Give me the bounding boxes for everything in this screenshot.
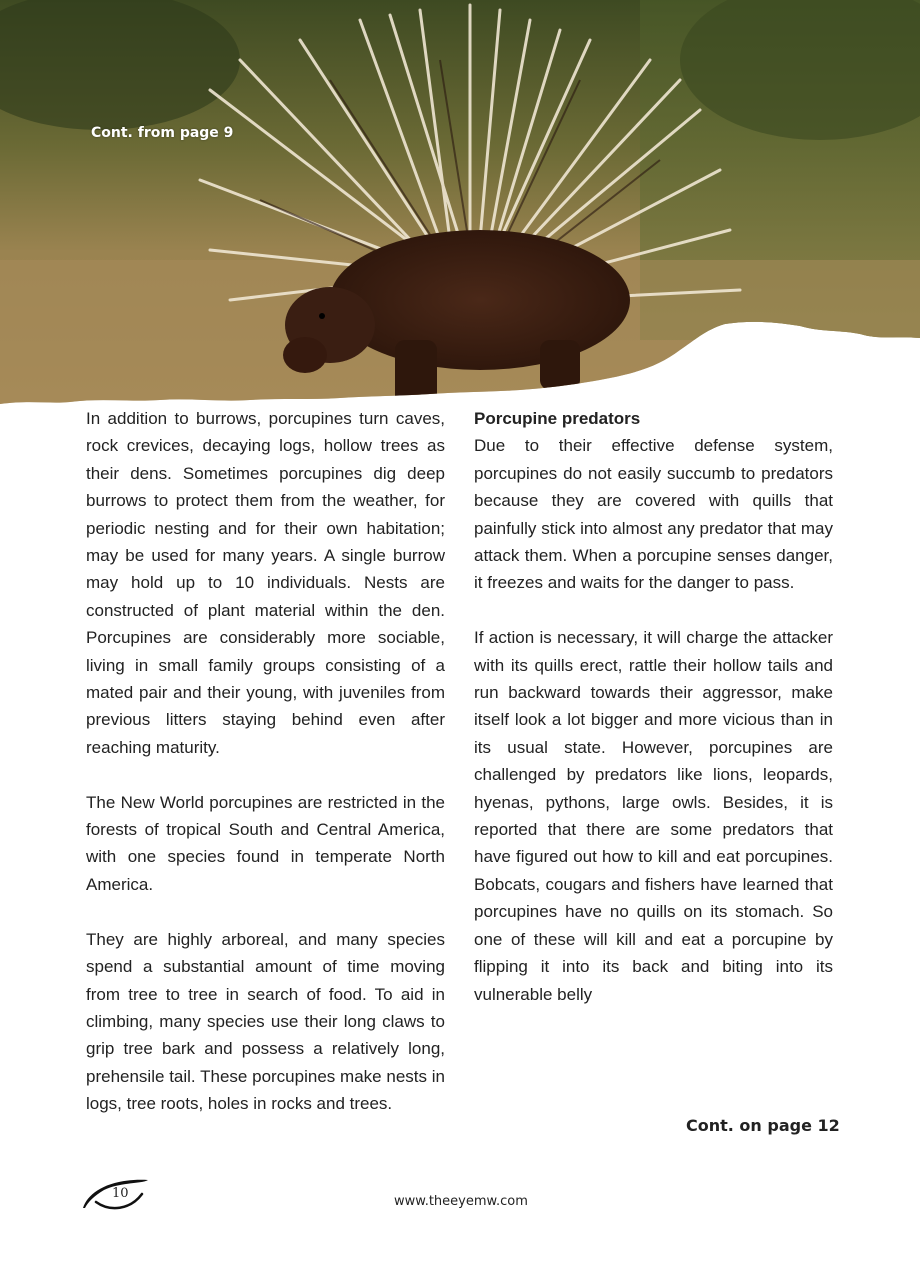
porcupine-leg [395, 340, 437, 410]
paragraph: If action is necessary, it will charge the attacker with its quills erect, rattle their hollow tails and run backward towards their aggressor, make itself look a lot bigger and more vicious than in its usual state. However, porcupines are challenged by predators like lions, leopards, hyenas, pythons, large owls. Besides, it is reported that there are some predators that have figured out how to kill and eat porcupines. Bobcats, cougars and fishers have learned that porcupines have no quills on its stomach. So one of these will kill and eat a porcupine by flipping it into its back and biting into its vulnerable belly [474, 628, 833, 1004]
continued-on-label: Cont. on page 12 [686, 1116, 840, 1135]
header-photo [0, 0, 920, 420]
paragraph: In addition to burrows, porcupines turn caves, rock crevices, decaying logs, hollow trees as their dens. Sometimes porcupines dig deep burrows to protect them from the weather, for periodic nesting and for their own habitation; may be used for many years. A single burrow may hold up to 10 individuals. Nests are constructed of plant material within the den. Porcupines are considerably more sociable, living in small family groups consisting of a mated pair and their young, with juveniles from previous litters staying behind even after reaching maturity. [86, 409, 445, 757]
website-link[interactable]: www.theeyemw.com [394, 1194, 528, 1209]
porcupine-photo [0, 0, 920, 420]
porcupine-body [330, 230, 630, 370]
continued-from-label: Cont. from page 9 [91, 125, 234, 141]
left-column [86, 405, 445, 1145]
paragraph: Due to their effective defense system, porcupines do not easily succumb to predators because they are covered with quills that painfully stick into almost any predator that may attack them. When a porcupine senses danger, it freezes and waits for the danger to pass. [474, 436, 833, 593]
page-number: 10 [112, 1186, 129, 1201]
right-column [474, 405, 833, 1035]
paragraph: They are highly arboreal, and many species spend a substantial amount of time moving from tree to tree in search of food. To aid in climbing, many species use their long claws to grip tree bark and possess a relatively long, prehensile tail. These porcupines make nests in logs, tree roots, holes in rocks and trees. [86, 929, 445, 1114]
section-heading: Porcupine predators [474, 409, 641, 428]
paragraph: The New World porcupines are restricted in the forests of tropical South and Central America, with one species found in temperate North America. [86, 792, 445, 894]
